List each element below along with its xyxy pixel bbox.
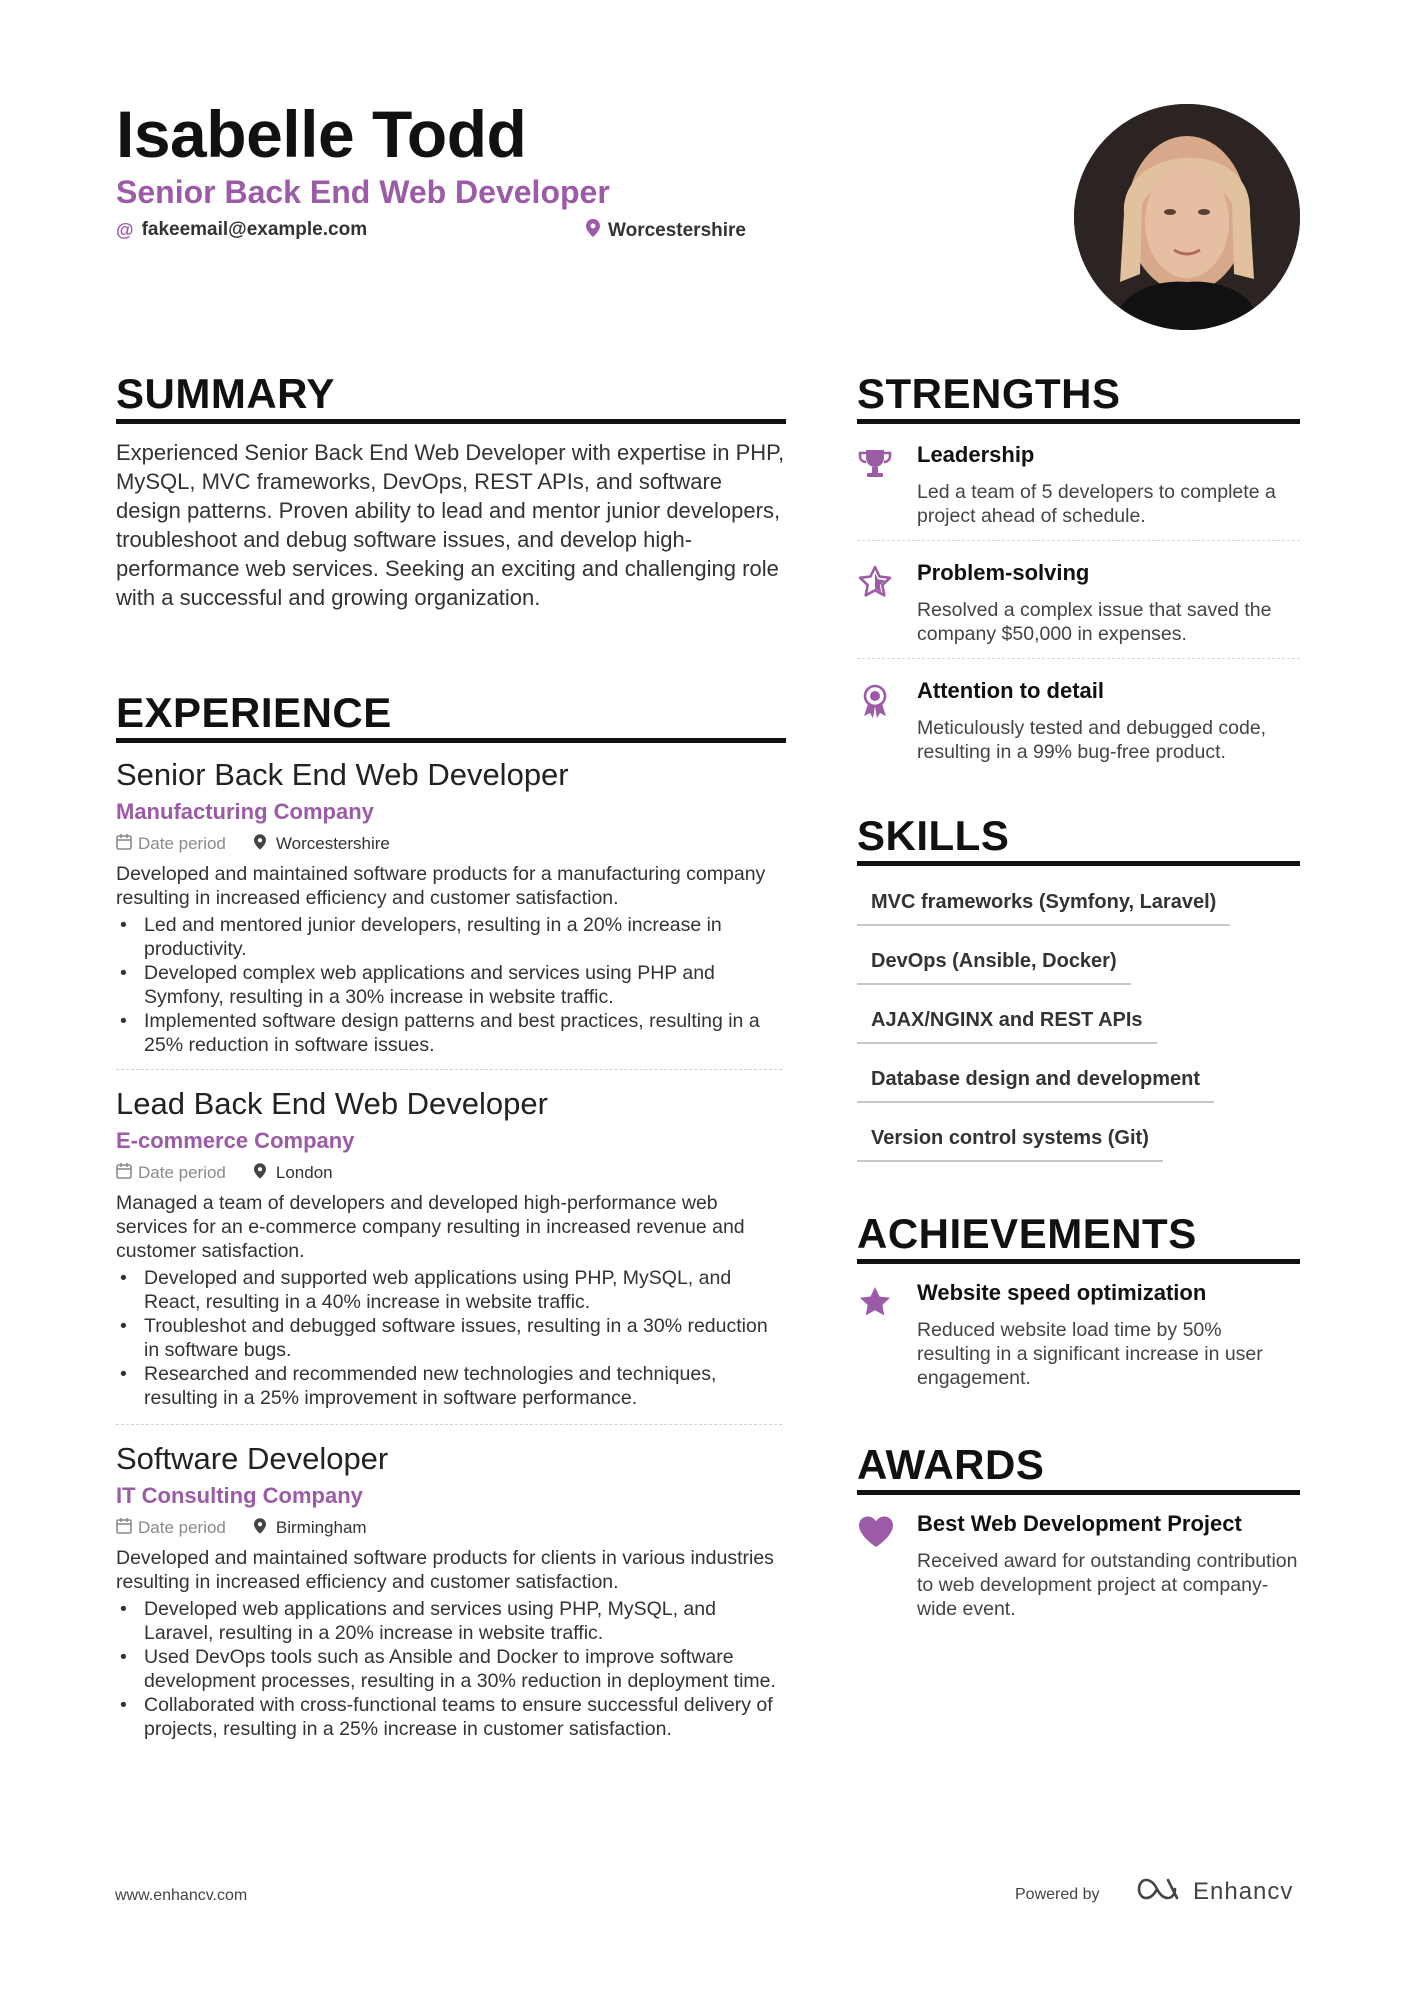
achievement-description: Reduced website load time by 50% resulting in a significant increase in user engagement. — [917, 1319, 1263, 1389]
job-bullet: • Developed complex web applications and services using PHP and Symfony, resulting in a 30% increase in website traffic. — [116, 961, 782, 1009]
strength-title: Attention to detail — [917, 678, 1104, 703]
calendar-icon — [116, 1162, 132, 1184]
award-ribbon-icon — [857, 682, 897, 722]
location-pin-icon — [254, 834, 266, 855]
strength-divider — [857, 540, 1300, 541]
job-bullet: • Troubleshot and debugged software issues, resulting in a 30% reduction in software bugs. — [116, 1314, 782, 1362]
achievements-heading: ACHIEVEMENTS — [857, 1210, 1197, 1257]
trophy-icon — [857, 446, 897, 486]
strength-title: Problem-solving — [917, 560, 1090, 585]
strength-item — [857, 560, 1300, 650]
job-title: Software Developer — [116, 1441, 389, 1476]
experience-item — [116, 757, 782, 1057]
award-item — [857, 1511, 1300, 1621]
awards-heading: AWARDS — [857, 1441, 1045, 1488]
job-company: E-commerce Company — [116, 1128, 355, 1153]
job-date: Date period — [138, 834, 226, 853]
strength-description: Resolved a complex issue that saved the company $50,000 in expenses. — [917, 599, 1272, 645]
candidate-name: Isabelle Todd — [116, 97, 527, 171]
location-pin-icon — [254, 1163, 266, 1184]
experience-rule — [116, 738, 786, 743]
strength-title: Leadership — [917, 442, 1035, 467]
experience-item — [116, 1441, 782, 1741]
job-bullets — [116, 1597, 782, 1741]
job-bullet: • Collaborated with cross-functional teams to ensure successful delivery of projects, resulting in a 25% increase in customer satisfaction. — [116, 1693, 782, 1741]
skill-tag: Database design and development — [857, 1068, 1214, 1103]
star-outline-icon — [857, 564, 897, 604]
awards-rule — [857, 1490, 1300, 1495]
contact-location — [586, 219, 746, 242]
job-description: Managed a team of developers and developed high-performance web services for an e-commerce company resulting in increased revenue and customer satisfaction. — [116, 1192, 745, 1262]
contact-email[interactable] — [116, 219, 367, 241]
job-company: IT Consulting Company — [116, 1483, 363, 1508]
job-meta — [116, 1517, 782, 1539]
job-location: London — [275, 1163, 333, 1182]
summary-rule — [116, 419, 786, 424]
enhancv-logo-icon — [1135, 1876, 1183, 1907]
location-text: Worcestershire — [608, 219, 746, 241]
strengths-rule — [857, 419, 1300, 424]
skills-rule — [857, 861, 1300, 866]
enhancv-logo[interactable] — [1135, 1876, 1293, 1907]
job-bullet: • Used DevOps tools such as Ansible and Docker to improve software development processes, resulting in a 30% reduction in deployment time. — [116, 1645, 782, 1693]
achievement-title: Website speed optimization — [917, 1280, 1207, 1305]
job-location: Worcestershire — [275, 834, 390, 853]
job-description: Developed and maintained software products for a manufacturing company resulting in increased efficiency and customer satisfaction. — [116, 863, 766, 909]
job-location: Birmingham — [275, 1518, 367, 1537]
strength-description: Led a team of 5 developers to complete a project ahead of schedule. — [917, 481, 1276, 527]
award-title: Best Web Development Project — [917, 1511, 1242, 1536]
job-bullet: • Developed and supported web applications using PHP, MySQL, and React, resulting in a 40% increase in website traffic. — [116, 1266, 782, 1314]
skill-tag: MVC frameworks (Symfony, Laravel) — [857, 891, 1230, 926]
location-pin-icon — [586, 219, 600, 242]
star-icon — [857, 1284, 897, 1324]
award-description: Received award for outstanding contribution to web development project at company-wide event. — [917, 1550, 1298, 1620]
calendar-icon — [116, 1517, 132, 1539]
job-bullets — [116, 1266, 782, 1410]
candidate-role: Senior Back End Web Developer — [116, 174, 610, 210]
strength-item — [857, 442, 1300, 532]
job-meta — [116, 833, 782, 855]
job-meta — [116, 1162, 782, 1184]
strengths-heading: STRENGTHS — [857, 370, 1121, 417]
job-bullet: • Implemented software design patterns and best practices, resulting in a 25% reduction in software issues. — [116, 1009, 782, 1057]
calendar-icon — [116, 833, 132, 855]
footer-powered-by: Powered by — [1015, 1886, 1100, 1903]
location-pin-icon — [254, 1518, 266, 1539]
heart-icon — [857, 1515, 897, 1555]
summary-text: Experienced Senior Back End Web Developer with expertise in PHP, MySQL, MVC frameworks, DevOps, REST APIs, and software design patterns. Proven ability to lead and mentor junior developers, troubleshoot and debug software issues, and develop high-performance web services. Seeking an exciting and challenging role with a successful and growing organization. — [116, 440, 785, 610]
skill-tag: DevOps (Ansible, Docker) — [857, 950, 1131, 985]
avatar — [1074, 104, 1300, 330]
experience-item — [116, 1086, 782, 1410]
job-bullet: • Led and mentored junior developers, resulting in a 20% increase in productivity. — [116, 913, 782, 961]
footer-url-link[interactable]: www.enhancv.com — [115, 1887, 248, 1904]
experience-heading: EXPERIENCE — [116, 689, 392, 736]
job-date: Date period — [138, 1518, 226, 1537]
skills-heading: SKILLS — [857, 812, 1010, 859]
achievement-item — [857, 1280, 1300, 1390]
job-divider — [116, 1424, 782, 1425]
job-bullet: • Developed web applications and services using PHP, MySQL, and Laravel, resulting in a 20% increase in website traffic. — [116, 1597, 782, 1645]
job-divider — [116, 1069, 782, 1070]
summary-heading: SUMMARY — [116, 370, 335, 417]
strength-divider — [857, 658, 1300, 659]
at-icon: @ — [116, 219, 134, 240]
skill-tag: Version control systems (Git) — [857, 1127, 1163, 1162]
job-company: Manufacturing Company — [116, 799, 374, 824]
strength-item — [857, 678, 1300, 768]
job-title: Lead Back End Web Developer — [116, 1086, 548, 1121]
job-bullet: • Researched and recommended new technologies and techniques, resulting in a 25% improvement in software performance. — [116, 1362, 782, 1410]
email-text: fakeemail@example.com — [141, 219, 368, 240]
achievements-rule — [857, 1259, 1300, 1264]
job-date: Date period — [138, 1163, 226, 1182]
strength-description: Meticulously tested and debugged code, resulting in a 99% bug-free product. — [917, 717, 1267, 763]
job-bullets — [116, 913, 782, 1057]
job-description: Developed and maintained software products for clients in various industries resulting in increased efficiency and customer satisfaction. — [116, 1547, 774, 1593]
skill-tag: AJAX/NGINX and REST APIs — [857, 1009, 1157, 1044]
job-title: Senior Back End Web Developer — [116, 757, 569, 792]
enhancv-brand-text: Enhancv — [1193, 1877, 1294, 1905]
